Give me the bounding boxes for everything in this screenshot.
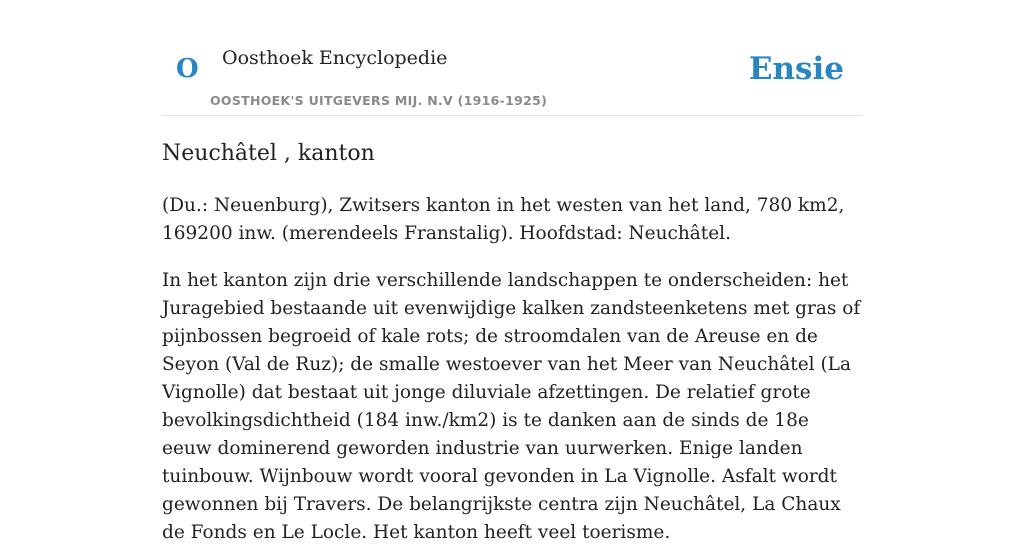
article bbox=[162, 136, 862, 547]
publisher-subtitle: OOSTHOEK'S UITGEVERS MIJ. N.V (1916-1925) bbox=[210, 93, 548, 108]
site-header bbox=[162, 0, 862, 116]
logo-letter[interactable]: O bbox=[176, 54, 199, 84]
article-paragraph: (Du.: Neuenburg), Zwitsers kanton in het westen van het land, 780 km2, 169200 inw. (merendeels Franstalig). Hoofdstad: Neuchâtel. bbox=[162, 195, 845, 244]
ensie-brand-link[interactable]: Ensie bbox=[748, 51, 844, 87]
article-title: Neuchâtel , kanton bbox=[162, 141, 375, 166]
site-title[interactable]: Oosthoek Encyclopedie bbox=[222, 47, 448, 69]
article-paragraph: In het kanton zijn drie verschillende landschappen te onderscheiden: het Juragebied bestaande uit evenwijdige kalken zandsteenketens met gras of pijnbossen begroeid of kale rots; de stroomdalen van de Areuse en de Seyon (Val de Ruz); de smalle westoever van het Meer van Neuchâtel (La Vignolle) dat bestaat uit jonge diluviale afzettingen. De relatief grote bevolkingsdichtheid (184 inw./km2) is te danken aan de sinds de 18e eeuw dominerend geworden industrie van uurwerken. Enige landen tuinbouw. Wijnbouw wordt vooral gevonden in La Vignolle. Asfalt wordt gewonnen bij Travers. De belangrijkste centra zijn Neuchâtel, La Chaux de Fonds en Le Locle. Het kanton heeft veel toerisme. bbox=[162, 270, 861, 543]
